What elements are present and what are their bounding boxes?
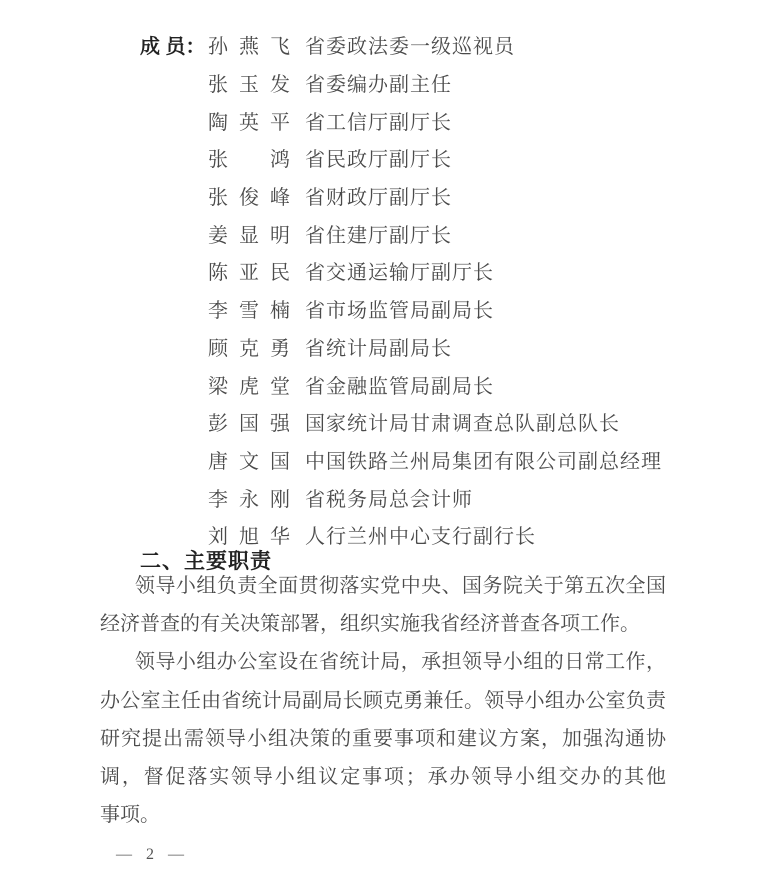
member-name: 张玉发 bbox=[208, 74, 290, 97]
member-title: 人行兰州中心支行副行长 bbox=[305, 526, 536, 549]
paragraph-1 bbox=[100, 567, 666, 643]
member-name: 张鸿 bbox=[208, 149, 290, 172]
member-name: 孙燕飞 bbox=[208, 36, 290, 59]
member-row bbox=[140, 177, 662, 215]
member-row bbox=[140, 26, 662, 64]
member-row bbox=[140, 214, 662, 252]
member-name: 陈亚民 bbox=[208, 262, 290, 285]
member-title: 省工信厅副厅长 bbox=[305, 111, 452, 134]
member-title: 省民政厅副厅长 bbox=[305, 149, 452, 172]
member-name: 刘旭华 bbox=[208, 526, 290, 549]
member-title: 省交通运输厅副厅长 bbox=[305, 262, 494, 285]
member-name: 彭国强 bbox=[208, 413, 290, 436]
member-title: 省财政厅副厅长 bbox=[305, 187, 452, 210]
paragraph-line: 调，督促落实领导小组议定事项；承办领导小组交办的其他 bbox=[100, 766, 666, 789]
member-name: 梁虎堂 bbox=[208, 375, 290, 398]
members-label: 成 员： bbox=[140, 36, 206, 59]
member-title: 中国铁路兰州局集团有限公司副总经理 bbox=[305, 450, 662, 473]
member-title: 省委编办副主任 bbox=[305, 74, 452, 97]
member-title: 省委政法委一级巡视员 bbox=[305, 36, 515, 59]
paragraph-line: 领导小组办公室设在省统计局，承担领导小组的日常工作， bbox=[135, 651, 666, 674]
member-title: 省税务局总会计师 bbox=[305, 488, 473, 511]
member-title: 省市场监管局副局长 bbox=[305, 300, 494, 323]
paragraph-line: 领导小组负责全面贯彻落实党中央、国务院关于第五次全国 bbox=[135, 575, 666, 597]
section-heading: 二、主要职责 bbox=[140, 550, 272, 573]
paragraph-line: 经济普查的有关决策部署，组织实施我省经济普查各项工作。 bbox=[100, 613, 640, 636]
member-row bbox=[140, 403, 662, 441]
member-name: 张俊峰 bbox=[208, 187, 290, 210]
member-name: 顾克勇 bbox=[208, 337, 290, 360]
member-row bbox=[140, 252, 662, 290]
member-row bbox=[140, 101, 662, 139]
member-title: 省金融监管局副局长 bbox=[305, 375, 494, 398]
member-row bbox=[140, 139, 662, 177]
member-name: 李永刚 bbox=[208, 488, 290, 511]
member-row bbox=[140, 64, 662, 102]
page-number: — 2 — bbox=[116, 846, 186, 863]
member-name: 姜显明 bbox=[208, 224, 290, 247]
paragraph-line: 研究提出需领导小组决策的重要事项和建议方案，加强沟通协 bbox=[100, 727, 666, 750]
member-title: 省住建厅副厅长 bbox=[305, 224, 452, 247]
member-name: 唐文国 bbox=[208, 450, 290, 473]
member-row bbox=[140, 478, 662, 516]
member-row bbox=[140, 441, 662, 479]
member-row bbox=[140, 365, 662, 403]
member-row bbox=[140, 328, 662, 366]
paragraph-line: 办公室主任由省统计局副局长顾克勇兼任。领导小组办公室负责 bbox=[100, 689, 666, 712]
member-title: 省统计局副局长 bbox=[305, 337, 452, 360]
paragraph-2 bbox=[100, 643, 666, 834]
member-row bbox=[140, 290, 662, 328]
member-name: 陶英平 bbox=[208, 111, 290, 134]
member-name: 李雪楠 bbox=[208, 300, 290, 323]
member-title: 国家统计局甘肃调查总队副总队长 bbox=[305, 413, 620, 436]
paragraph-line: 事项。 bbox=[100, 804, 160, 827]
members-section bbox=[140, 26, 662, 554]
body-text bbox=[100, 567, 666, 834]
